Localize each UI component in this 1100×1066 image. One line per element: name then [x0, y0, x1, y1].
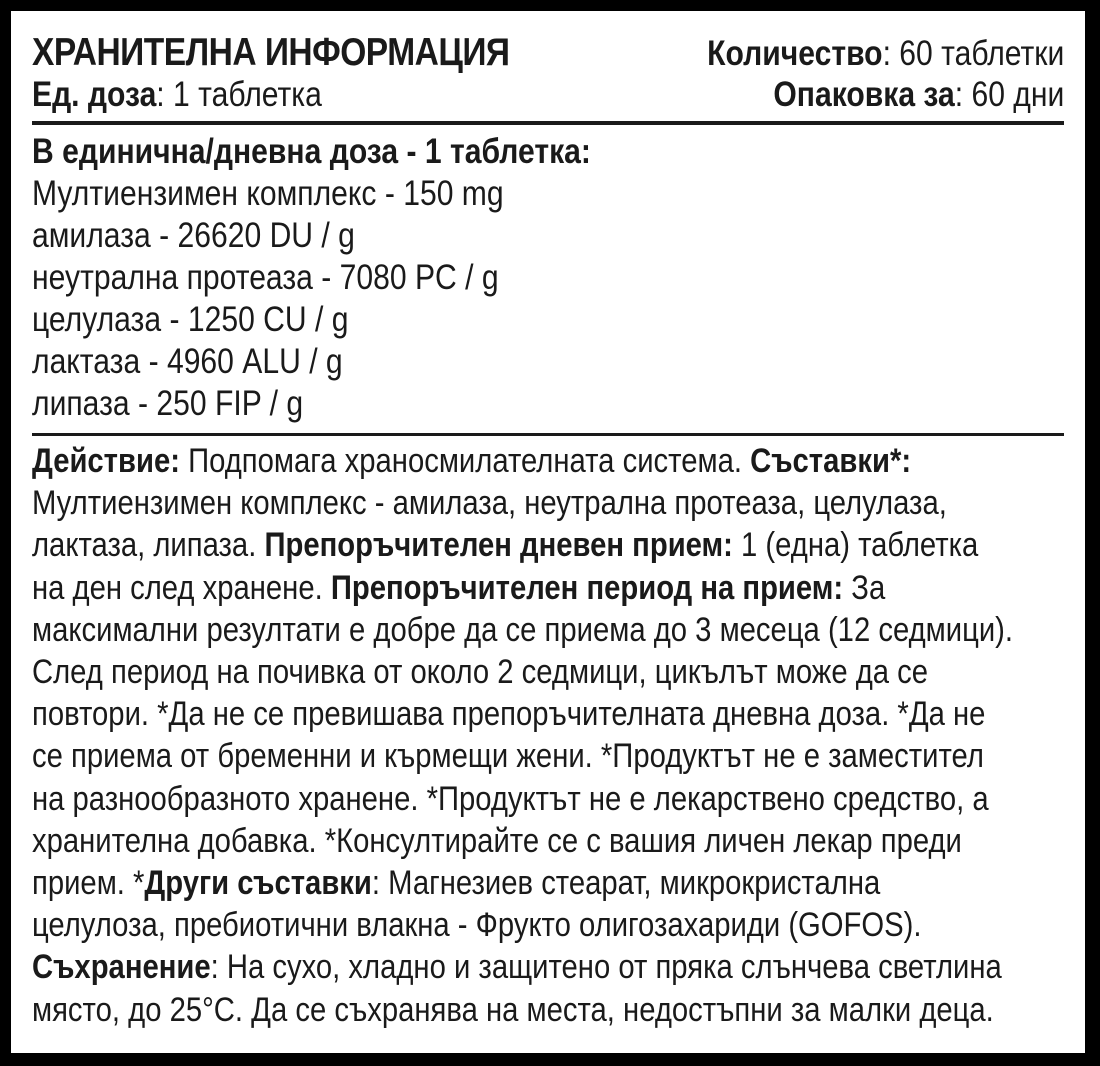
description-text: лактаза, липаза.	[32, 526, 265, 565]
description-line: хранителна добавка. *Консултирайте се с вашия личен лекар преди	[32, 821, 962, 860]
description-line: максимални резултати е добре да се приема до 3 месеца (12 седмици).	[32, 610, 1014, 649]
dose-label: Ед. доза	[32, 75, 157, 114]
action-text: Подпомага храносмилателната система.	[179, 442, 751, 480]
storage-label: Съхранение	[32, 948, 211, 987]
description-line: Мултиензимен комплекс - амилаза, неутрална протеаза, целулаза,	[32, 484, 947, 523]
composition-divider	[32, 433, 1064, 436]
package-value: : 60 дни	[954, 75, 1064, 114]
composition-section	[32, 131, 1064, 425]
header-row-1	[32, 31, 1064, 75]
description-text: 1 (една) таблетка	[732, 526, 979, 565]
description-line	[32, 862, 920, 904]
nutrition-label-panel	[11, 11, 1085, 1053]
composition-item: Мултиензимен комплекс - 150 mg	[32, 174, 504, 213]
header-divider	[32, 121, 1064, 125]
label-title: ХРАНИТЕЛНА ИНФОРМАЦИЯ	[32, 31, 510, 74]
composition-item: неутрална протеаза - 7080 PC / g	[32, 258, 499, 297]
package-info	[773, 75, 1064, 115]
intake-period-label: Препоръчителен период на прием:	[330, 568, 844, 607]
header-row-2	[32, 75, 1064, 115]
description-text: на ден след хранене.	[32, 568, 331, 607]
dose-value: : 1 таблетка	[156, 75, 322, 114]
composition-item: целулаза - 1250 CU / g	[32, 300, 349, 339]
composition-item: лактаза - 4960 ALU / g	[32, 342, 343, 381]
composition-item: амилаза - 26620 DU / g	[32, 216, 355, 255]
description-text: : На сухо, хладно и защитено от пряка слънчева светлина	[210, 948, 1002, 987]
description-text: прием. *	[32, 864, 145, 903]
description-line	[32, 567, 920, 609]
description-line: на разнообразното хранене. *Продуктът не е лекарствено средство, а	[32, 779, 989, 818]
description-line: място, до 25°C. Да се съхранява на места, недостъпни за малки деца.	[32, 990, 994, 1029]
ingredients-label: Съставки*:	[750, 442, 912, 480]
other-ingredients-label: Други съставки	[144, 864, 372, 903]
description-line: повтори. *Да не се превишава препоръчителната дневна доза. *Да не	[32, 695, 986, 734]
quantity-info	[707, 34, 1064, 74]
quantity-value: : 60 таблетки	[882, 34, 1064, 73]
description-line	[32, 524, 979, 566]
description-text: : Магнезиев стеарат, микрокристална	[371, 864, 881, 903]
quantity-label: Количество	[706, 34, 883, 73]
dose-info	[32, 75, 322, 115]
composition-heading: В единична/дневна доза - 1 таблетка:	[32, 132, 591, 171]
composition-item: липаза - 250 FIP / g	[32, 384, 304, 423]
description-line: След период на почивка от около 2 седмици, цикълът може да се	[32, 653, 929, 692]
description-line: целулоза, пребиотични влакна - Фрукто олигозахариди (GOFOS).	[32, 906, 922, 945]
description-section	[32, 440, 1064, 1031]
action-label: Действие:	[32, 442, 180, 480]
description-line: се приема от бременни и кърмещи жени. *Продуктът не е заместител	[32, 737, 984, 776]
description-line	[32, 440, 920, 482]
description-text: За	[843, 568, 886, 607]
daily-intake-label: Препоръчителен дневен прием:	[264, 526, 733, 565]
description-line	[32, 946, 1002, 988]
package-label: Опаковка за	[773, 75, 955, 114]
